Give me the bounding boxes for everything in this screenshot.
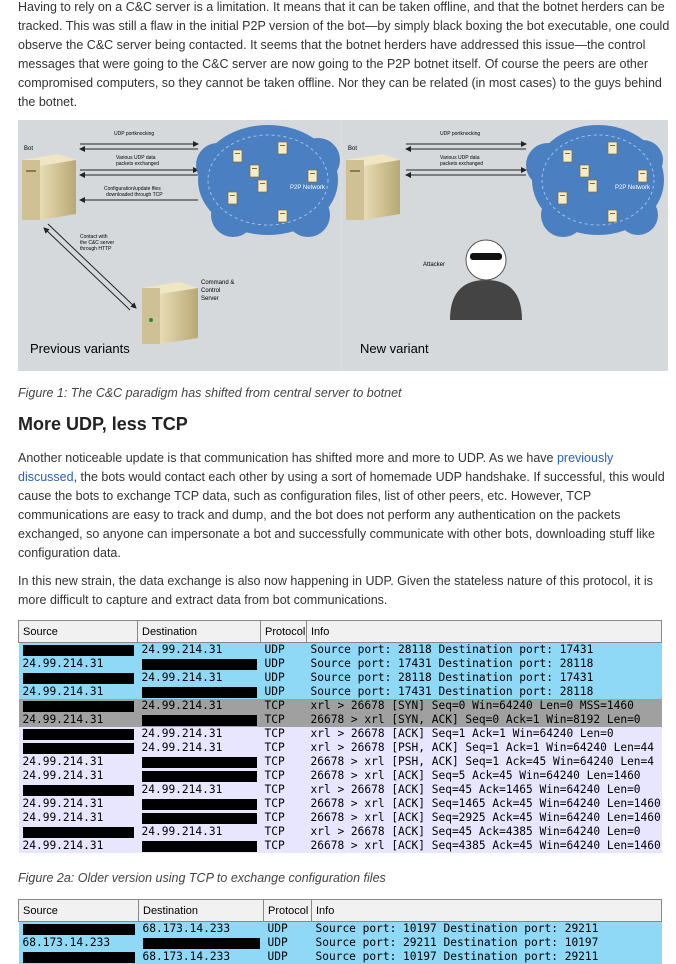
packet-source-cell	[19, 783, 138, 797]
packet-protocol-cell: TCP	[261, 825, 307, 839]
right-bot-label: Bot	[348, 146, 358, 152]
attacker-label: Attacker	[423, 262, 446, 268]
packet-destination-cell: 24.99.214.31	[138, 671, 261, 685]
redacted-address	[142, 687, 257, 698]
paragraph-text-before-link: Another noticeable update is that communication has shifted more and more to UDP. As we have	[18, 451, 557, 465]
right-panel-title: New variant	[360, 341, 429, 356]
left-udp-label: UDP portknocking	[114, 131, 155, 137]
packet-source-cell	[19, 643, 138, 658]
packet-destination-cell	[138, 797, 261, 811]
right-various-label-1: Various UDP data	[440, 155, 480, 161]
redacted-address	[142, 841, 257, 852]
packet-destination-cell	[138, 657, 261, 671]
left-bot-server-icon	[22, 154, 76, 220]
packet-destination-cell: 24.99.214.31	[138, 643, 261, 658]
left-network-label: P2P Network	[290, 185, 325, 191]
packet-row[interactable]	[19, 741, 662, 755]
redacted-address	[142, 771, 257, 782]
packet-row[interactable]	[19, 936, 662, 950]
packet-protocol-cell: UDP	[264, 922, 312, 937]
packet-protocol-cell: UDP	[261, 643, 307, 658]
packet-source-cell	[19, 671, 138, 685]
packet-protocol-cell: TCP	[261, 797, 307, 811]
redacted-address	[142, 799, 257, 810]
packet-destination-cell: 68.173.14.233	[139, 922, 264, 937]
redacted-address	[142, 813, 257, 824]
packet-destination-cell	[139, 936, 264, 950]
packet-info-cell: 26678 > xrl [ACK] Seq=4385 Ack=45 Win=64240 Len=1460	[307, 839, 662, 853]
redacted-address	[142, 715, 257, 726]
left-config-label-2: downloaded through TCP	[106, 192, 163, 198]
paragraph-udp-shift	[18, 449, 674, 563]
packet-info-cell: 26678 > xrl [ACK] Seq=5 Ack=45 Win=64240 Len=1460	[307, 769, 662, 783]
redacted-address	[23, 743, 134, 754]
left-contact-label-1: Contact with	[80, 234, 108, 240]
packet-info-cell: xrl > 26678 [SYN] Seq=0 Win=64240 Len=0 MSS=1460	[307, 699, 662, 713]
left-various-label-2: packets exchanged	[116, 161, 160, 167]
packet-row[interactable]	[19, 755, 662, 769]
packet-protocol-cell: UDP	[264, 936, 312, 950]
redacted-address	[23, 701, 134, 712]
packet-source-cell	[19, 699, 138, 713]
packet-row[interactable]	[19, 643, 662, 658]
packet-protocol-cell: TCP	[261, 699, 307, 713]
packet-protocol-cell: TCP	[261, 727, 307, 741]
packet-info-cell: Source port: 28118 Destination port: 17431	[307, 643, 662, 658]
packet-row[interactable]	[19, 685, 662, 699]
redacted-address	[142, 659, 257, 670]
packet-info-cell: xrl > 26678 [ACK] Seq=45 Ack=1465 Win=64240 Len=0	[307, 783, 662, 797]
left-various-label-1: Various UDP data	[116, 155, 156, 161]
packet-info-cell: Source port: 29211 Destination port: 10197	[312, 936, 662, 950]
packet-source-cell	[19, 727, 138, 741]
packet-destination-cell: 24.99.214.31	[138, 699, 261, 713]
section-heading: More UDP, less TCP	[18, 414, 188, 434]
packet-table-udp	[18, 899, 662, 964]
packet-source-cell	[19, 741, 138, 755]
packet-row[interactable]	[19, 783, 662, 797]
packet-protocol-cell: TCP	[261, 783, 307, 797]
paragraph-new-strain: In this new strain, the data exchange is also now happening in UDP. Given the stateless nature of this protocol, it is more difficult to capture and extract data from bot communications.	[18, 574, 653, 607]
packet-source-cell: 68.173.14.233	[19, 936, 139, 950]
redacted-address	[143, 938, 260, 949]
col-destination[interactable]: Destination	[139, 900, 264, 922]
redacted-address	[23, 924, 135, 935]
packet-info-cell: 26678 > xrl [ACK] Seq=1465 Ack=45 Win=64240 Len=1460	[307, 797, 662, 811]
cc-label-3: Server	[201, 296, 219, 302]
packet-row[interactable]	[19, 671, 662, 685]
packet-destination-cell: 24.99.214.31	[138, 783, 261, 797]
cc-label-1: Command &	[201, 280, 235, 286]
col-source[interactable]: Source	[19, 900, 139, 922]
packet-source-cell	[19, 825, 138, 839]
left-panel-title: Previous variants	[30, 341, 130, 356]
packet-row[interactable]	[19, 811, 662, 825]
packet-row[interactable]	[19, 922, 662, 937]
col-protocol[interactable]: Protocol	[264, 900, 312, 922]
packet-destination-cell	[138, 685, 261, 699]
packet-protocol-cell: TCP	[261, 839, 307, 853]
redacted-address	[142, 757, 257, 768]
packet-protocol-cell: TCP	[261, 811, 307, 825]
col-source[interactable]: Source	[19, 621, 138, 643]
packet-info-cell: Source port: 17431 Destination port: 28118	[307, 657, 662, 671]
packet-info-cell: Source port: 28118 Destination port: 17431	[307, 671, 662, 685]
left-contact-label-2: the C&C server	[80, 240, 115, 246]
redacted-address	[23, 673, 134, 684]
packet-info-cell: 26678 > xrl [ACK] Seq=2925 Ack=45 Win=64240 Len=1460	[307, 811, 662, 825]
packet-row[interactable]	[19, 950, 662, 964]
packet-row[interactable]	[19, 839, 662, 853]
packet-protocol-cell: TCP	[261, 713, 307, 727]
packet-table-tcp	[18, 620, 662, 853]
packet-info-cell: xrl > 26678 [ACK] Seq=45 Ack=4385 Win=64240 Len=0	[307, 825, 662, 839]
cc-server-icon	[142, 282, 198, 344]
right-bot-server-icon	[346, 154, 400, 220]
figure2a-caption: Figure 2a: Older version using TCP to exchange configuration files	[18, 871, 386, 885]
right-network-label: P2P Network	[615, 185, 650, 191]
intro-paragraph: Having to rely on a C&C server is a limitation. It means that it can be taken offline, and that the botnet herders can be tracked. This was still a flaw in the initial P2P version of the bot—by simply black boxing the bot executable, one could observe the C&C server being contacted. It seems that the botnet herders have addressed this issue—the control messages that were going to the C&C server are now going to the P2P botnet itself. Of course the peers are other compromised computers, so they cannot be taken offline. Nor they can be related (in most cases) to the guys behind the botnet.	[18, 0, 670, 109]
figure-cc-paradigm	[18, 120, 668, 371]
col-info[interactable]: Info	[312, 900, 662, 922]
packet-protocol-cell: UDP	[264, 950, 312, 964]
packet-info-cell: 26678 > xrl [PSH, ACK] Seq=1 Ack=45 Win=64240 Len=4	[307, 755, 662, 769]
packet-protocol-cell: UDP	[261, 671, 307, 685]
cc-label-2: Control	[201, 288, 221, 294]
packet-info-cell: Source port: 10197 Destination port: 29211	[312, 950, 662, 964]
packet-row[interactable]	[19, 769, 662, 783]
packet-destination-cell: 24.99.214.31	[138, 741, 261, 755]
packet-protocol-cell: TCP	[261, 741, 307, 755]
redacted-address	[23, 785, 134, 796]
packet-row[interactable]	[19, 713, 662, 727]
paragraph-text-after-link: , the bots would contact each other by using a sort of homemade UDP handshake. If successful, this would cause the bots to exchange TCP data, such as configuration files, list of other peers, etc. However, TCP communications are easy to track and dump, and the bot does not perform any authentication on the packets exchanged, so anyone can impersonate a bot and successfully communicate with other bots, downloading stuff like configuration data.	[18, 470, 665, 560]
packet-source-cell: 24.99.214.31	[19, 657, 138, 671]
figure-diagram	[18, 120, 668, 371]
left-panel	[18, 120, 340, 371]
packet-source-cell	[19, 922, 139, 937]
col-protocol[interactable]: Protocol	[261, 621, 307, 643]
col-destination[interactable]: Destination	[138, 621, 261, 643]
packet-destination-cell: 68.173.14.233	[139, 950, 264, 964]
packet-info-cell: Source port: 17431 Destination port: 28118	[307, 685, 662, 699]
packet-row[interactable]	[19, 727, 662, 741]
packet-info-cell: 26678 > xrl [SYN, ACK] Seq=0 Ack=1 Win=8192 Len=0	[307, 713, 662, 727]
packet-destination-cell	[138, 811, 261, 825]
packet-destination-cell: 24.99.214.31	[138, 825, 261, 839]
packet-destination-cell: 24.99.214.31	[138, 727, 261, 741]
packet-destination-cell	[138, 839, 261, 853]
packet-info-cell: Source port: 10197 Destination port: 29211	[312, 922, 662, 937]
packet-protocol-cell: TCP	[261, 755, 307, 769]
packet-source-cell: 24.99.214.31	[19, 839, 138, 853]
packet-source-cell	[19, 950, 139, 964]
packet-source-cell: 24.99.214.31	[19, 811, 138, 825]
redacted-address	[23, 645, 134, 656]
packet-protocol-cell: TCP	[261, 769, 307, 783]
left-contact-label-3: through HTTP	[80, 246, 112, 252]
packet-row[interactable]	[19, 825, 662, 839]
packet-row[interactable]	[19, 657, 662, 671]
packet-protocol-cell: UDP	[261, 685, 307, 699]
left-bot-label: Bot	[24, 146, 34, 152]
packet-info-cell: xrl > 26678 [PSH, ACK] Seq=1 Ack=1 Win=64240 Len=44	[307, 741, 662, 755]
redacted-address	[23, 952, 135, 963]
packet-source-cell: 24.99.214.31	[19, 755, 138, 769]
left-config-label-1: Configuration/update files	[104, 186, 161, 192]
packet-destination-cell	[138, 755, 261, 769]
packet-info-cell: xrl > 26678 [ACK] Seq=1 Ack=1 Win=64240 Len=0	[307, 727, 662, 741]
packet-source-cell: 24.99.214.31	[19, 713, 138, 727]
packet-destination-cell	[138, 769, 261, 783]
packet-source-cell: 24.99.214.31	[19, 769, 138, 783]
packet-row[interactable]	[19, 699, 662, 713]
right-panel	[343, 120, 668, 371]
redacted-address	[23, 729, 134, 740]
redacted-address	[23, 827, 134, 838]
previously-discussed-link[interactable]: previously discussed	[18, 451, 614, 484]
col-info[interactable]: Info	[307, 621, 662, 643]
right-various-label-2: packets exchanged	[440, 161, 484, 167]
right-udp-label: UDP portknocking	[440, 131, 481, 137]
packet-protocol-cell: UDP	[261, 657, 307, 671]
packet-row[interactable]	[19, 797, 662, 811]
figure1-caption: Figure 1: The C&C paradigm has shifted from central server to botnet	[18, 386, 402, 400]
packet-source-cell: 24.99.214.31	[19, 685, 138, 699]
packet-destination-cell	[138, 713, 261, 727]
packet-source-cell: 24.99.214.31	[19, 797, 138, 811]
